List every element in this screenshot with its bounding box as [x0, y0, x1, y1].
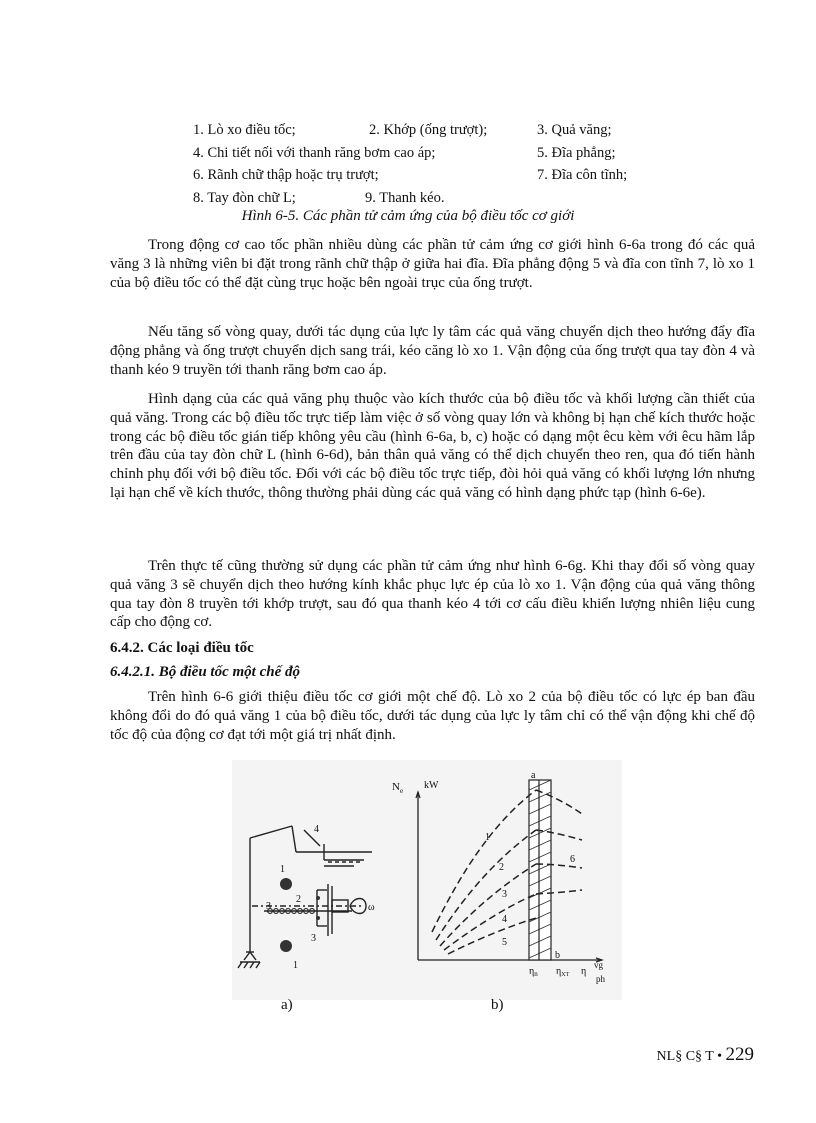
curve-label: 5 [502, 937, 507, 948]
figure-label-b: b) [491, 997, 504, 1013]
legend-item: 2. Khớp (ống trượt); [369, 122, 488, 138]
diagram-label: 3 [311, 933, 316, 944]
curve-label: 2 [499, 862, 504, 873]
page-number: 229 [725, 1044, 754, 1065]
figure-drawing [232, 760, 622, 1000]
paragraph: Nếu tăng số vòng quay, dưới tác dụng của lực ly tâm các quả văng chuyển dịch theo hướng đẩy đĩa động phẳng và ống trượt chuyển dịch sang trái, kéo căng lò xo 1. Vận động của ống trượt qua tay đòn 4 và thanh kéo 9 truyền tới thanh răng bơm cao áp. [110, 324, 755, 378]
curve-label: 3 [502, 889, 507, 900]
legend-item: 3. Quả văng; [537, 122, 612, 138]
y-axis-label: $N_e$ [392, 781, 404, 795]
legend-item: 7. Đĩa côn tĩnh; [537, 167, 628, 183]
unit-label: kW [424, 780, 439, 791]
footer-bullet: • [717, 1049, 722, 1064]
x-label-n: $\eta_n$ [529, 966, 538, 978]
hatched-band [529, 780, 551, 960]
curve-label: 4 [502, 914, 507, 925]
diagram-label: 1 [293, 960, 298, 971]
page-footer [657, 1044, 754, 1066]
legend-item: 1. Lò xo điều tốc; [193, 122, 296, 138]
x-label-eta: η [581, 966, 587, 977]
figure-label-a: a) [281, 997, 293, 1013]
diagram-label: ω [368, 902, 375, 913]
curve-label: 6 [570, 854, 575, 865]
figure-caption: Hình 6-5. Các phần tử cảm ứng của bộ điều tốc cơ giới [241, 208, 575, 224]
point-label: b [555, 950, 560, 961]
paragraph: Trong động cơ cao tốc phần nhiều dùng các phần tử cảm ứng cơ giới hình 6-6a trong đó các quả văng 3 là những viên bi đặt trong rãnh chữ thập ở giữa hai đĩa. Đĩa phẳng động 5 và đĩa con tĩnh 7, lò xo 1 của bộ điều tốc có thể đặt cùng trục hoặc bên ngoài trục của ống trượt. [110, 237, 755, 291]
paragraph: Trên hình 6-6 giới thiệu điều tốc cơ giới một chế độ. Lò xo 2 của bộ điều tốc có lực ép ban đầu không đổi do đó quả văng 1 của bộ điều tốc, dưới tác dụng của lực ly tâm chỉ có thể vận động khi chế độ tốc độ của động cơ đạt tới một giá trị nhất định. [110, 689, 755, 743]
point-label: a [531, 770, 536, 781]
paragraph: Hình dạng của các quả văng phụ thuộc vào kích thước của bộ điều tốc và khối lượng cần thiết của quả văng. Trong các bộ điều tốc trực tiếp làm việc ở số vòng quay lớn và không bị hạn chế kích thước hoặc trong các bộ điều tốc gián tiếp không yêu cầu (hình 6-6a, b, c) hoặc có dạng một êcu kèm với êcu hãm lắp trên đầu của tay đòn chữ L (hình 6-6d), bản thân quả văng có thể dịch chuyển theo ren, qua đó tiến hành chỉnh phụ đối với bộ điều tốc. Đối với các bộ điều tốc trực tiếp, đòi hỏi quả văng có khối lượng lớn nhưng lại hạn chế về kích thước, thông thường phải dùng các quả văng có hình dạng phức tạp (hình 6-6e). [110, 391, 755, 501]
paragraph: Trên thực tế cũng thường sử dụng các phần tử cảm ứng như hình 6-6g. Khi thay đổi số vòng quay quả văng 3 sẽ chuyển dịch theo hướng kính khắc phục lực ép của lò xo 1. Vận động của quả văng thông qua tay đòn 8 truyền tới khớp trượt, sau đó qua thanh kéo 4 tới cơ cấu điều khiển lượng nhiên liệu cung cấp cho động cơ. [110, 558, 755, 631]
x-label-xt: $\eta_{XT}$ [556, 966, 570, 978]
diagram-label: 1 [280, 864, 285, 875]
x-label-ph: ph [596, 974, 605, 984]
curve-label: 1 [485, 832, 490, 843]
diagram-label: 3 [266, 901, 271, 912]
legend-item: 9. Thanh kéo. [365, 189, 445, 206]
legend-item: 6. Rãnh chữ thập hoặc trụ trượt; [193, 167, 379, 183]
diagram-label: 4 [314, 824, 319, 835]
x-label-vg: vg [594, 960, 603, 970]
legend-item: 4. Chi tiết nối với thanh răng bơm cao áp; [193, 144, 436, 161]
figure-6-6 [232, 760, 622, 1000]
footer-text: NL§ C§ T [656, 1049, 714, 1064]
legend-item: 8. Tay đòn chữ L; [193, 189, 296, 206]
subsection-heading: 6.4.2.1. Bộ điều tốc một chế độ [110, 664, 300, 680]
section-heading: 6.4.2. Các loại điều tốc [110, 640, 254, 656]
diagram-label: 2 [296, 894, 301, 905]
legend-item: 5. Đĩa phẳng; [537, 144, 616, 161]
